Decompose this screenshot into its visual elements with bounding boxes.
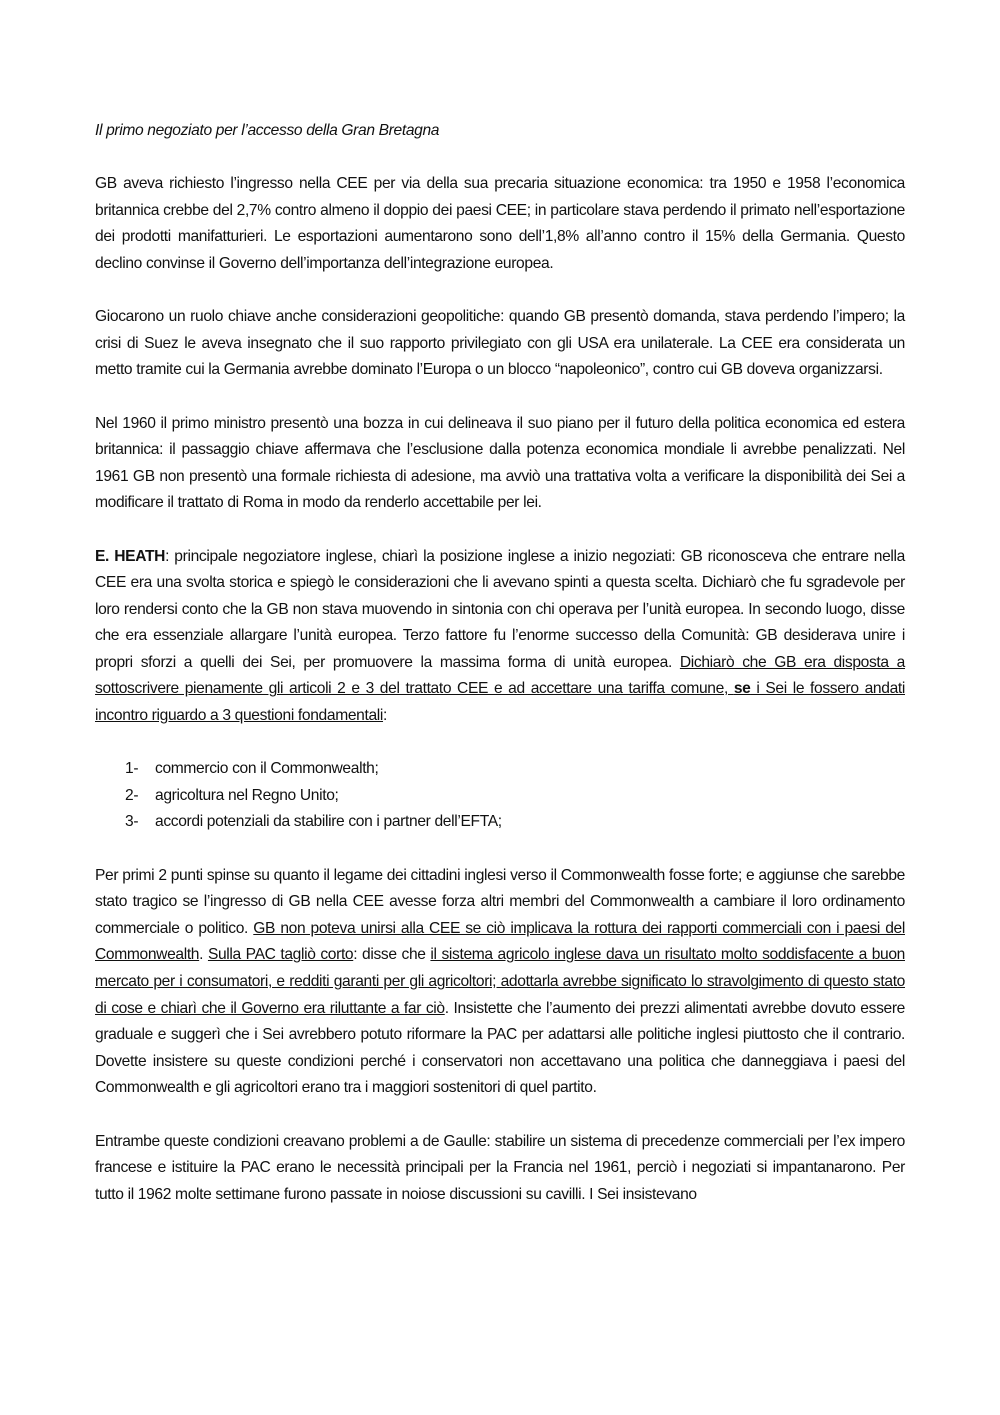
paragraph-geopolitics: Giocarono un ruolo chiave anche considerazioni geopolitiche: quando GB presentò domanda, stava perdendo l’impero; la crisi di Suez le aveva insegnato che il suo rapporto privilegiato con gli USA era unilaterale. La CEE era considerata un metto tramite cui la Germania avrebbe dominato l’Europa o un blocco “napoleonico”, contro cui GB doveva organizzarsi. bbox=[95, 308, 905, 379]
paragraph-heath bbox=[95, 544, 905, 730]
list-item-number: 1- bbox=[125, 760, 139, 778]
list-item bbox=[125, 783, 905, 810]
p5-underlined-agriculture: il sistema agricolo inglese dava un risultato molto soddisfacente a buon mercato per i consumatori, e redditi garanti per gli agricoltori; adottarla avrebbe significato lo stravolgimento di questo stato di cose e chiarì che il Governo era riluttante a far ciò bbox=[95, 946, 905, 1017]
heath-name: E. HEATH bbox=[95, 547, 166, 565]
p5-part-a: Per primi 2 punti spinse su quanto il legame dei cittadini inglesi verso il Commonwealth fosse forte; e aggiunse che sarebbe stato tragico se l’ingresso di GB nella CEE avesse forza altri membri del Commonwealth a cambiare il loro ordinamento commerciale o politico. bbox=[95, 866, 905, 937]
p5-underlined-pac: Sulla PAC tagliò corto bbox=[207, 946, 354, 964]
heath-se-bold: se bbox=[733, 680, 751, 698]
heath-text: : principale negoziatore inglese, chiarì la posizione inglese a inizio negoziati: GB riconosceva che entrare nella CEE era una svolta storica e spiegò le considerazioni che li avevano spinti a questa scelta. Dichiarò che fu sgradevole per loro rendersi conto che la GB non stava muovendo in sintonia con chi operava per l’unità europea. In secondo luogo, disse che era essenziale allargare l’unità europea. Terzo fattore fu l’enorme successo della Comunità: GB desiderava unire i propri sforzi a quelli dei Sei, per promuovere la massima forma di unità europea. bbox=[95, 547, 905, 671]
list-item-text: agricoltura nel Regno Unito; bbox=[155, 786, 339, 804]
paragraph-economic-situation: GB aveva richiesto l’ingresso nella CEE per via della sua precaria situazione economica: tra 1950 e 1958 l’economica britannica crebbe del 2,7% contro almeno il doppio dei paesi CEE; in particolare stava perdendo il primato nell’esportazione dei prodotti manifatturieri. Le esportazioni aumentarono sono dell’1,8% all’anno contro il 15% della Germania. Questo declino convinse il Governo dell’importanza dell’integrazione europea. bbox=[95, 175, 905, 272]
p5-part-b: . bbox=[199, 946, 208, 964]
list-item bbox=[125, 756, 905, 783]
list-item-text: commercio con il Commonwealth; bbox=[155, 760, 379, 778]
p5-underlined-commonwealth: GB non poteva unirsi alla CEE se ciò implicava la rottura dei rapporti commerciali con i paesi del Commonwealth bbox=[95, 919, 905, 964]
heath-declaration-part1: Dichiarò che GB era disposta a sottoscrivere pienamente gli articoli 2 e 3 del trattato CEE e ad accettare una tariffa comune, bbox=[95, 653, 905, 698]
paragraph-1960-draft: Nel 1960 il primo ministro presentò una bozza in cui delineava il suo piano per il futuro della politica economica ed estera britannica: il passaggio chiave affermava che l’esclusione dalla potenza economica mondiale li avrebbe penalizzati. Nel 1961 GB non presentò una formale richiesta di adesione, ma avviò una trattativa volta a verificare la disponibilità dei Sei a modificare il trattato di Roma in modo da renderlo accettabile per lei. bbox=[95, 414, 905, 512]
questions-list bbox=[95, 756, 905, 836]
heath-colon: : bbox=[383, 707, 387, 725]
list-item-text: accordi potenziali da stabilire con i partner dell’EFTA; bbox=[155, 813, 502, 831]
heath-declaration-part2: i Sei le fossero andati incontro riguardo a 3 questioni fondamentali bbox=[95, 680, 905, 725]
paragraph-de-gaulle: Entrambe queste condizioni creavano problemi a de Gaulle: stabilire un sistema di precedenze commerciali per l’ex impero francese e istituire la PAC erano le necessità principali per la Francia nel 1961, perciò i negoziati si impantanarono. Per tutto il 1962 molte settimane furono passate in noiose discussioni su cavilli. I Sei insistevano bbox=[95, 1132, 905, 1203]
document-title: Il primo negoziato per l’accesso della Gran Bretagna bbox=[95, 122, 440, 139]
list-item-number: 2- bbox=[125, 786, 139, 804]
p5-part-d: . Insistette che l’aumento dei prezzi alimentati avrebbe dovuto essere graduale e suggerì che i Sei avrebbero potuto riformare la PAC per adattarsi alle politiche inglesi piuttosto che il contrario. Dovette insistere su queste condizioni perché i conservatori non accettavano una politica che danneggiava i paesi del Commonwealth e gli agricoltori erano tra i maggiori sostenitori di quel partito. bbox=[95, 999, 906, 1097]
p5-part-c: : disse che bbox=[353, 946, 431, 964]
list-item bbox=[125, 809, 905, 836]
paragraph-commonwealth-pac bbox=[95, 863, 905, 1102]
list-item-number: 3- bbox=[125, 813, 139, 831]
